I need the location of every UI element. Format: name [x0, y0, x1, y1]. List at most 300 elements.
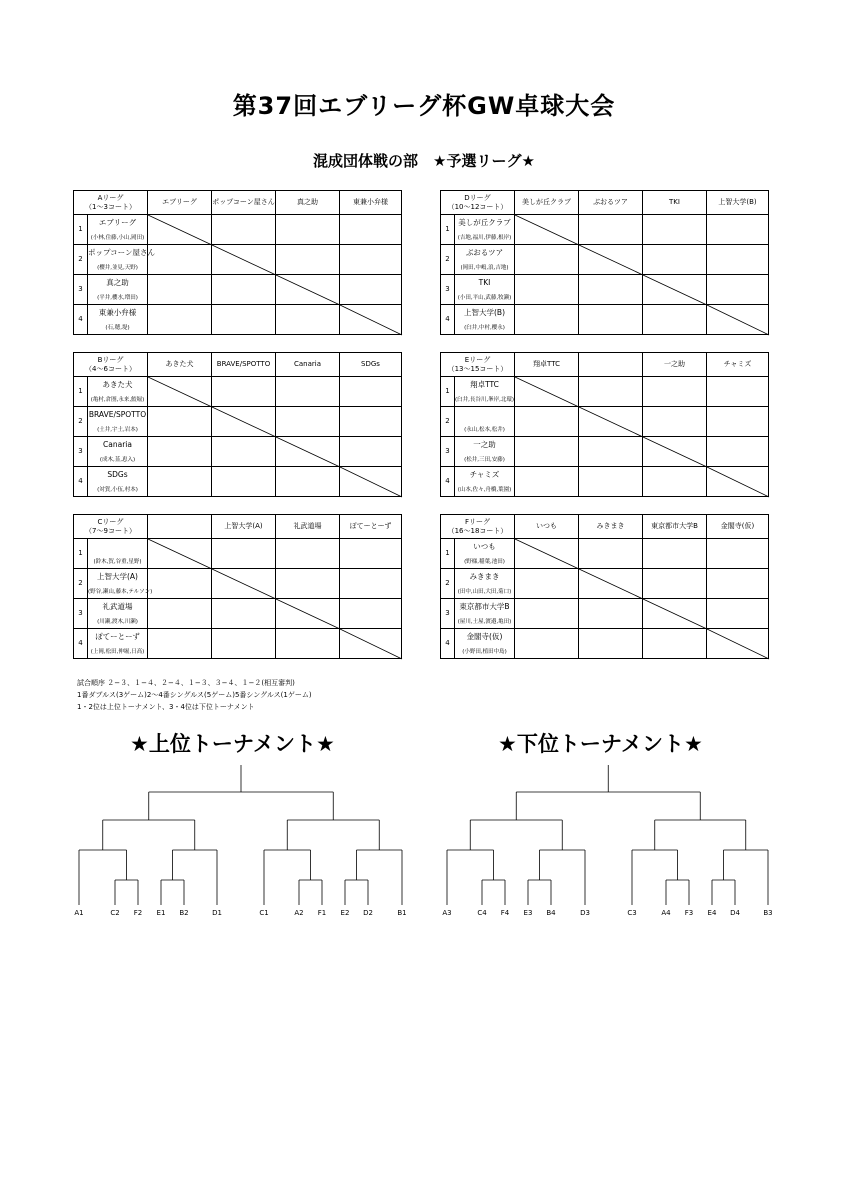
- league-table-a: [73, 190, 402, 335]
- opponent-header: 上智大学(A): [212, 515, 276, 539]
- result-cell: [212, 467, 276, 497]
- bracket-slot: B1: [397, 909, 407, 917]
- opponent-header: TKI: [643, 191, 707, 215]
- team-name: 上智大学(B): [464, 308, 505, 317]
- self-match-cell: [148, 215, 212, 245]
- team-members: (屋川,土屋,渡邉,亀田): [457, 618, 512, 625]
- page-subtitle: 混成団体戦の部 ★予選リーグ★: [313, 152, 535, 170]
- opponent-header: 上智大学(B): [707, 191, 769, 215]
- team-members: (小田,平山,武藤,牧瀬): [457, 294, 512, 301]
- diagonal-line: [276, 599, 340, 629]
- team-members: (成木,韮,恵入): [99, 456, 136, 463]
- team-cell: [88, 539, 148, 569]
- team-row: [441, 377, 769, 407]
- bracket-slot: D4: [730, 909, 740, 917]
- diagonal-line: [276, 275, 340, 305]
- self-match-cell: [707, 305, 769, 335]
- opponent-header: みきまき: [579, 515, 643, 539]
- result-cell: [340, 245, 402, 275]
- result-cell: [515, 569, 579, 599]
- self-match-cell: [148, 377, 212, 407]
- match-notes: [77, 677, 312, 713]
- opponent-header: [148, 515, 212, 539]
- team-number: 1: [441, 539, 455, 569]
- team-row: [441, 275, 769, 305]
- team-row: [441, 629, 769, 659]
- team-name: 真之助: [106, 278, 129, 287]
- result-cell: [515, 599, 579, 629]
- team-cell: [88, 467, 148, 497]
- team-name: BRAVE/SPOTTO: [88, 410, 147, 419]
- team-name: SDGs: [107, 470, 128, 479]
- bracket-slot: B3: [763, 909, 773, 917]
- bracket-slot: E4: [707, 909, 717, 917]
- diagonal-line: [148, 539, 212, 569]
- team-row: [74, 437, 402, 467]
- result-cell: [212, 437, 276, 467]
- diagonal-line: [148, 215, 212, 245]
- bracket-slot: C1: [259, 909, 269, 917]
- bracket-slot: A1: [74, 909, 84, 917]
- result-cell: [148, 437, 212, 467]
- league-table-e: [440, 352, 769, 497]
- team-name: 東兼小弁様: [98, 308, 137, 317]
- team-members: (臼井,長谷川,峯岸,北環): [455, 396, 515, 403]
- result-cell: [643, 539, 707, 569]
- self-match-cell: [212, 245, 276, 275]
- diagonal-line: [515, 539, 579, 569]
- team-number: 1: [74, 377, 88, 407]
- team-name: チャミズ: [469, 470, 500, 479]
- team-number: 4: [74, 467, 88, 497]
- result-cell: [515, 629, 579, 659]
- result-cell: [579, 215, 643, 245]
- team-members: (田中,山田,大田,菊口): [457, 588, 512, 595]
- league-name: Bリーグ: [97, 356, 124, 365]
- opponent-header: [579, 353, 643, 377]
- diagonal-line: [515, 377, 579, 407]
- team-name: 東京都市大学B: [459, 602, 510, 611]
- team-row: [441, 407, 769, 437]
- team-number: 4: [74, 629, 88, 659]
- diagonal-line: [643, 275, 707, 305]
- team-cell: [88, 245, 155, 275]
- opponent-header: エブリーグ: [148, 191, 212, 215]
- league-name: Aリーグ: [97, 194, 124, 203]
- self-match-cell: [276, 275, 340, 305]
- bracket-slot: D3: [580, 909, 590, 917]
- bracket-slot: F1: [317, 909, 327, 917]
- self-match-cell: [276, 599, 340, 629]
- result-cell: [707, 215, 769, 245]
- diagonal-line: [148, 377, 212, 407]
- bracket-slot: C4: [477, 909, 487, 917]
- league-name-cell: [441, 515, 515, 539]
- upper-tournament-title: ★上位トーナメント★: [130, 732, 335, 756]
- team-number: 3: [74, 275, 88, 305]
- team-cell: [88, 407, 148, 437]
- team-members: (永山,松本,松井): [464, 426, 505, 433]
- self-match-cell: [707, 629, 769, 659]
- team-number: 2: [441, 245, 455, 275]
- diagonal-line: [340, 629, 402, 659]
- result-cell: [515, 245, 579, 275]
- league-name-cell: [74, 515, 148, 539]
- result-cell: [707, 599, 769, 629]
- result-cell: [340, 437, 402, 467]
- team-cell: [455, 245, 515, 275]
- team-row: [441, 245, 769, 275]
- league-name-cell: [74, 353, 148, 377]
- team-number: 3: [441, 275, 455, 305]
- team-cell: [88, 437, 148, 467]
- result-cell: [643, 305, 707, 335]
- team-number: 2: [441, 407, 455, 437]
- result-cell: [643, 407, 707, 437]
- diagonal-line: [579, 407, 643, 437]
- team-number: 1: [74, 215, 88, 245]
- team-cell: [455, 599, 515, 629]
- team-row: [441, 215, 769, 245]
- opponent-header: あきた犬: [148, 353, 212, 377]
- opponent-header: BRAVE/SPOTTO: [212, 353, 276, 377]
- diagonal-line: [643, 599, 707, 629]
- team-row: [74, 275, 402, 305]
- result-cell: [707, 407, 769, 437]
- bracket-slot: A2: [294, 909, 304, 917]
- team-name: ぶおるツア: [465, 248, 504, 257]
- team-cell: [88, 275, 148, 305]
- team-name: 翔卓TTC: [470, 380, 499, 389]
- result-cell: [643, 377, 707, 407]
- result-cell: [707, 539, 769, 569]
- bracket-slot: B4: [546, 909, 556, 917]
- team-number: 2: [74, 245, 88, 275]
- team-number: 1: [74, 539, 88, 569]
- opponent-header: 一之助: [643, 353, 707, 377]
- team-cell: [88, 599, 148, 629]
- team-number: 1: [441, 377, 455, 407]
- league-table-f: [440, 514, 769, 659]
- league-courts: （13～15コート）: [447, 364, 508, 373]
- league-table-d: [440, 190, 769, 335]
- team-row: [441, 569, 769, 599]
- league-courts: （4～6コート）: [85, 364, 136, 373]
- team-number: 3: [441, 437, 455, 467]
- result-cell: [276, 407, 340, 437]
- result-cell: [579, 437, 643, 467]
- team-row: [74, 629, 402, 659]
- result-cell: [340, 539, 402, 569]
- result-cell: [212, 305, 276, 335]
- bracket-slot: D1: [212, 909, 222, 917]
- league-courts: （1～3コート）: [85, 202, 136, 211]
- team-members: (櫻井,並見,天野): [97, 264, 138, 271]
- team-name: 礼武道場: [102, 602, 133, 611]
- team-row: [74, 215, 402, 245]
- team-cell: [88, 629, 148, 659]
- team-cell: [88, 377, 148, 407]
- result-cell: [212, 275, 276, 305]
- diagonal-line: [707, 629, 769, 659]
- opponent-header: 東兼小弁様: [340, 191, 402, 215]
- team-cell: [455, 215, 515, 245]
- result-cell: [148, 245, 212, 275]
- opponent-header: Canaria: [276, 353, 340, 377]
- bracket-slot: F3: [684, 909, 694, 917]
- bracket-slot: E2: [340, 909, 350, 917]
- opponent-header: 真之助: [276, 191, 340, 215]
- team-row: [74, 407, 402, 437]
- bracket-slot: A4: [661, 909, 671, 917]
- team-cell: [455, 569, 515, 599]
- result-cell: [515, 305, 579, 335]
- opponent-header: ポップコーン屋さん: [212, 191, 276, 215]
- team-name: ぽてーとーず: [95, 632, 140, 641]
- result-cell: [212, 599, 276, 629]
- bracket-slot: E3: [523, 909, 533, 917]
- team-row: [74, 377, 402, 407]
- team-name: あきた犬: [102, 380, 133, 389]
- result-cell: [148, 629, 212, 659]
- result-cell: [515, 467, 579, 497]
- team-name: 金閣寺(仮): [466, 632, 503, 641]
- team-members: (臼井,中村,櫻永): [464, 324, 505, 331]
- result-cell: [579, 467, 643, 497]
- team-members: (川瀬,渡木,川瀬): [97, 618, 138, 625]
- team-members: (土井,宇土,岩本): [97, 426, 138, 433]
- result-cell: [515, 437, 579, 467]
- opponent-header: 美しが丘クラブ: [515, 191, 579, 215]
- bracket-slot: E1: [156, 909, 166, 917]
- self-match-cell: [579, 245, 643, 275]
- result-cell: [276, 629, 340, 659]
- team-members: (上岡,松田,伸堀,日高): [90, 648, 145, 655]
- result-cell: [148, 467, 212, 497]
- opponent-header: 東京都市大学B: [643, 515, 707, 539]
- opponent-header: ぽてーとーず: [340, 515, 402, 539]
- result-cell: [148, 407, 212, 437]
- team-members: (野様,稲葉,池田): [464, 558, 505, 565]
- league-table-c: [73, 514, 402, 659]
- league-name: Dリーグ: [464, 194, 491, 203]
- result-cell: [148, 275, 212, 305]
- result-cell: [579, 305, 643, 335]
- team-row: [74, 569, 402, 599]
- bracket-slot: F2: [133, 909, 143, 917]
- league-name-cell: [441, 191, 515, 215]
- team-members: (岡田,中嶋,浪,吉地): [460, 264, 509, 271]
- result-cell: [643, 629, 707, 659]
- team-name: いつも: [473, 542, 496, 551]
- team-row: [74, 305, 402, 335]
- lower-tournament-title: ★下位トーナメント★: [498, 732, 703, 756]
- team-members: (野谷,瀬山,藤本,テルソン): [88, 588, 153, 595]
- result-cell: [212, 377, 276, 407]
- team-row: [74, 467, 402, 497]
- bracket-slot: D2: [363, 909, 373, 917]
- result-cell: [707, 377, 769, 407]
- team-number: 2: [441, 569, 455, 599]
- team-number: 4: [74, 305, 88, 335]
- team-cell: [455, 377, 515, 407]
- result-cell: [276, 569, 340, 599]
- self-match-cell: [643, 437, 707, 467]
- diagonal-line: [340, 305, 402, 335]
- result-cell: [643, 569, 707, 599]
- diagonal-line: [579, 569, 643, 599]
- result-cell: [212, 215, 276, 245]
- league-name: Cリーグ: [97, 518, 124, 527]
- diagonal-line: [707, 305, 769, 335]
- team-cell: [455, 629, 515, 659]
- self-match-cell: [515, 377, 579, 407]
- result-cell: [707, 245, 769, 275]
- team-name: ポップコーン屋さん: [88, 248, 155, 257]
- result-cell: [148, 569, 212, 599]
- diagonal-line: [579, 245, 643, 275]
- result-cell: [212, 629, 276, 659]
- team-members: (吉地,福川,伊藤,根岸): [457, 234, 512, 241]
- team-number: 2: [74, 407, 88, 437]
- result-cell: [707, 437, 769, 467]
- team-members: (平井,櫻水,増田): [97, 294, 138, 301]
- team-row: [441, 467, 769, 497]
- team-number: 4: [441, 467, 455, 497]
- result-cell: [579, 629, 643, 659]
- self-match-cell: [643, 599, 707, 629]
- league-courts: （7～9コート）: [85, 526, 136, 535]
- note-line: 試合順序 ２−３、１−４、２−４、１−３、３−４、１−２(相互審判): [77, 679, 295, 687]
- team-cell: [455, 437, 515, 467]
- team-cell: [455, 407, 515, 437]
- team-row: [74, 245, 402, 275]
- opponent-header: SDGs: [340, 353, 402, 377]
- team-cell: [88, 305, 148, 335]
- result-cell: [579, 599, 643, 629]
- diagonal-line: [340, 467, 402, 497]
- result-cell: [515, 407, 579, 437]
- team-name: Canaria: [103, 440, 132, 449]
- team-number: 1: [441, 215, 455, 245]
- diagonal-line: [212, 569, 276, 599]
- result-cell: [579, 377, 643, 407]
- diagonal-line: [707, 467, 769, 497]
- self-match-cell: [643, 275, 707, 305]
- team-members: (小野田,植田中島): [462, 648, 507, 655]
- team-name: エブリーグ: [98, 218, 137, 227]
- result-cell: [276, 215, 340, 245]
- tournament-brackets: [0, 760, 848, 960]
- result-cell: [340, 377, 402, 407]
- result-cell: [276, 377, 340, 407]
- result-cell: [212, 539, 276, 569]
- result-cell: [276, 467, 340, 497]
- result-cell: [276, 245, 340, 275]
- self-match-cell: [515, 539, 579, 569]
- self-match-cell: [340, 629, 402, 659]
- team-cell: [455, 305, 515, 335]
- result-cell: [643, 215, 707, 245]
- team-cell: [455, 275, 515, 305]
- bracket-slot: C2: [110, 909, 120, 917]
- team-members: (鈴木,賀,谷重,星野): [93, 558, 142, 565]
- opponent-header: いつも: [515, 515, 579, 539]
- self-match-cell: [276, 437, 340, 467]
- league-name: Fリーグ: [464, 518, 491, 527]
- team-row: [74, 599, 402, 629]
- result-cell: [707, 275, 769, 305]
- bracket-slot: F4: [500, 909, 510, 917]
- team-members: (山本,佐々,舟橋,葉園): [457, 486, 512, 493]
- bracket-slot: C3: [627, 909, 637, 917]
- team-cell: [455, 539, 515, 569]
- self-match-cell: [212, 569, 276, 599]
- result-cell: [579, 539, 643, 569]
- opponent-header: 翔卓TTC: [515, 353, 579, 377]
- self-match-cell: [515, 215, 579, 245]
- self-match-cell: [707, 467, 769, 497]
- self-match-cell: [340, 467, 402, 497]
- team-members: (小林,住藤,小山,岡田): [90, 234, 145, 241]
- team-number: 3: [441, 599, 455, 629]
- self-match-cell: [148, 539, 212, 569]
- result-cell: [707, 569, 769, 599]
- diagonal-line: [212, 407, 276, 437]
- team-name: TKI: [478, 278, 491, 287]
- team-row: [441, 599, 769, 629]
- note-line: 1番ダブルス(3ゲーム)2～4番シングルス(5ゲーム)5番シングルス(1ゲーム): [77, 691, 312, 699]
- result-cell: [643, 467, 707, 497]
- league-name: Eリーグ: [464, 356, 491, 365]
- league-name-cell: [74, 191, 148, 215]
- team-number: 2: [74, 569, 88, 599]
- team-row: [74, 539, 402, 569]
- team-cell: [455, 467, 515, 497]
- league-courts: （10～12コート）: [447, 202, 508, 211]
- bracket-slot: B2: [179, 909, 189, 917]
- team-members: (亀村,倉圏,永来,鮫堀): [90, 396, 145, 403]
- opponent-header: チャミズ: [707, 353, 769, 377]
- team-name: 上智大学(A): [97, 572, 138, 581]
- team-number: 3: [74, 437, 88, 467]
- result-cell: [340, 599, 402, 629]
- result-cell: [148, 599, 212, 629]
- team-name: 一之助: [473, 440, 496, 449]
- league-courts: （16～18コート）: [447, 526, 508, 535]
- result-cell: [340, 569, 402, 599]
- team-members: (松井,三田,安藤): [464, 456, 505, 463]
- result-cell: [148, 305, 212, 335]
- result-cell: [515, 275, 579, 305]
- team-number: 4: [441, 305, 455, 335]
- team-members: (対賀,小伍,村本): [97, 486, 138, 493]
- result-cell: [340, 275, 402, 305]
- result-cell: [579, 275, 643, 305]
- team-members: (石,穂,堤): [105, 324, 130, 331]
- team-row: [441, 305, 769, 335]
- league-name-cell: [441, 353, 515, 377]
- result-cell: [643, 245, 707, 275]
- opponent-header: 金閣寺(仮): [707, 515, 769, 539]
- opponent-header: 礼武道場: [276, 515, 340, 539]
- team-number: 3: [74, 599, 88, 629]
- diagonal-line: [643, 437, 707, 467]
- result-cell: [276, 305, 340, 335]
- diagonal-line: [515, 215, 579, 245]
- result-cell: [276, 539, 340, 569]
- note-line: 1・2位は上位トーナメント、3・4位は下位トーナメント: [77, 703, 255, 711]
